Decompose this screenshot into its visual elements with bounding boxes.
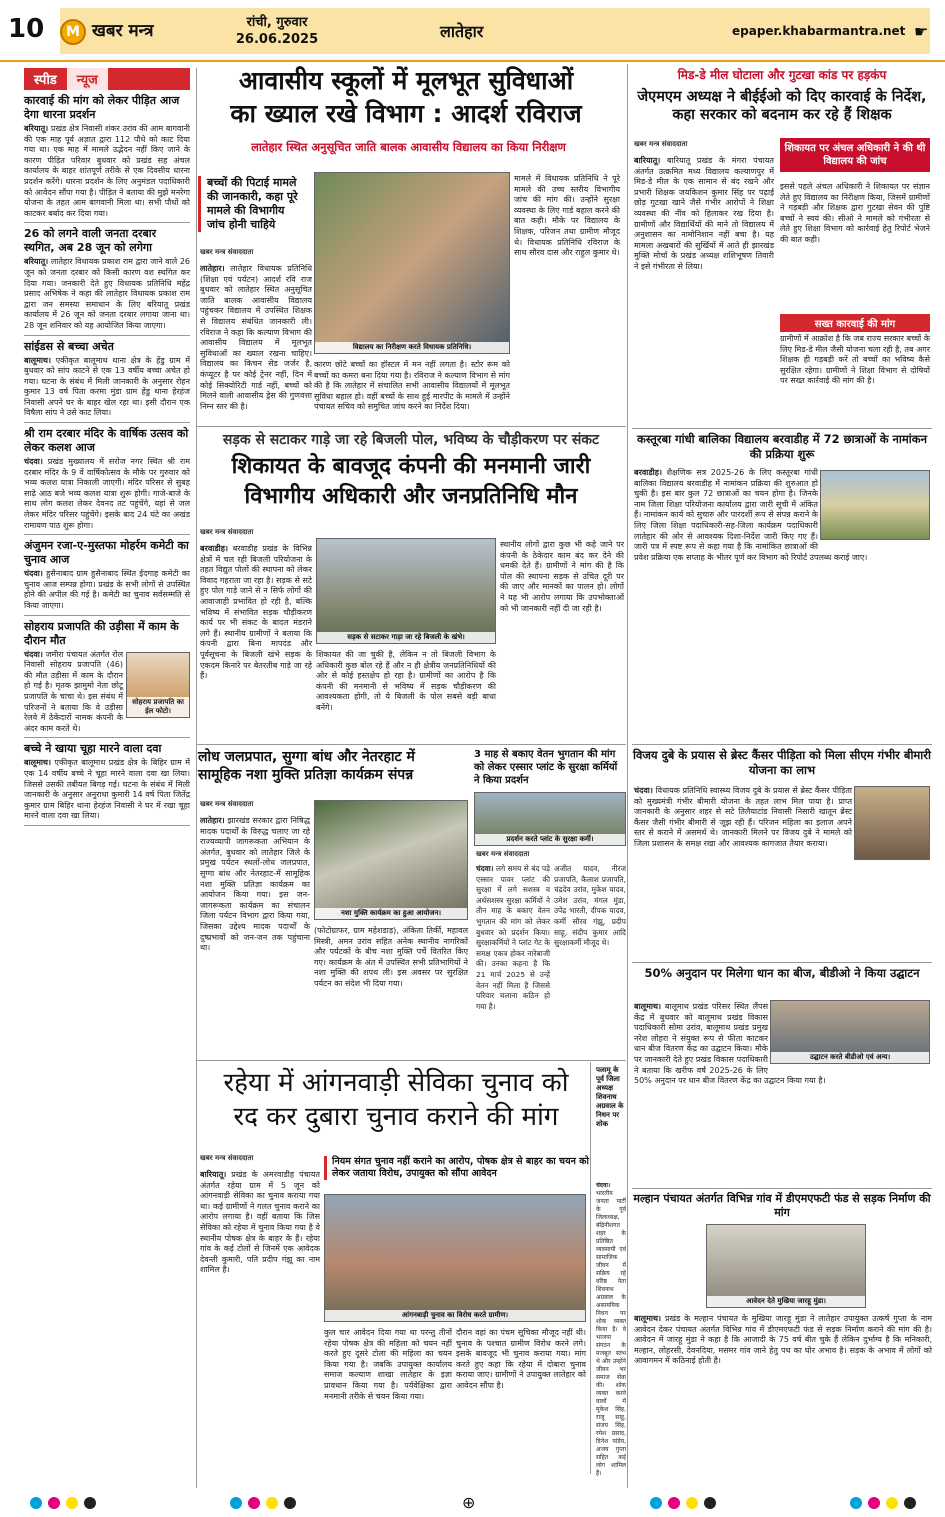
speed-news-text: प्रखंड क्षेत्र निवासी शंकर उरांव की आम बागवानी की एक माह पूर्व अज्ञात द्वारा 112 पौधे को काट दिया गया था। एक माह में मामले उद्भेदन नहीं किए जाने के कारण पीड़ित परिवार बुधवार को प्रखंड सह अंचल कार्यालय के बाहर शांतपूर्ण तरीके से एक दिवसीय धारना प्रदर्शन करेंगे। धारना प्रदर्शन के लिए अनुमंडल पदाधिकारी को आवेदन सौंपा गया है। पीड़ित ने बताया की मुझे मनरेगा योजना के तहत आम बागवानी मिला था। सभी पौधों को काटकर बर्बाद कर दिया गया।: [24, 124, 190, 218]
salary-body-col1: [476, 864, 550, 1058]
spacer: [594, 1064, 626, 1065]
main-headline-line1: आवासीय स्कूलों में मूलभूत सुविधाओं: [238, 66, 574, 95]
main-headline-line2: का ख्याल रखे विभाग : आदर्श रविराज: [230, 99, 582, 128]
paddy-p1: बालूमाथ प्रखंड परिसर स्थित लैंपस केंद्र में बुधवार को बालूमाथ प्रखंड विकास पदाधिकारी सोमा उरांव, बालूमाथ प्रखंड प्रमुख नरेश लोहरा ने संयुक्त रूप से फीता काटकर धान बीज वितरण केंद्र का उद्घाटन किया। मौके पर जानकारी देते हुए प्रखंड विकास पदाधिकारी ने बताया कि खरीफ वर्ष 2025-26 के लिए 50% अनुदान पर धान बीज वितरण केंद्र का उद्घाटन किया गया है।: [634, 1002, 826, 1086]
vijay-lead: चंदवा।: [634, 786, 653, 795]
paddy-body: [634, 1002, 932, 1186]
float-spacer: [768, 1002, 932, 1068]
right-lead: बारियातू।: [634, 156, 661, 165]
right-body-col1: [634, 156, 774, 426]
speed-news-headline: कारवाई की मांग को लेकर पीड़ित आज देगा धारना प्रदर्शन: [24, 94, 180, 121]
road-body: [634, 1314, 932, 1480]
salary-headline: 3 माह से बकाए वेतन भुगतान की मांग को लेकर एस्सार प्लांट के सुरक्षा कर्मियों ने किया प्रदर्शन: [474, 749, 618, 786]
speed-news-lead: चंदवा।: [24, 649, 43, 659]
tag-news: न्यूज: [67, 68, 108, 90]
anganwadi-photo-caption: आंगनबाड़ी चुनाव का विरोध करते ग्रामीण।: [325, 1310, 585, 1321]
pole-byline: खबर मन्त्र संवाददाता: [200, 528, 254, 536]
shok-headline: पलामू के पूर्व जिला अध्यक्ष शिवनाथ अग्रवाल के निधन पर शोक: [596, 1066, 624, 1128]
right-p1: बारियातू प्रखंड के मंगरा पंचायत अंतर्गत उत्क्रमित मध्य विद्यालय कल्याणपुर में मिड-डे मील के एक सामान से बंद रखने और प्रभारी शिक्षक जयकिशन कुमार सिंह पर पढ़ाई छोड़ गुटखा खाने जैसे गंभीर आरोपों ने शिक्षा व्यवस्था की नींव को हिलाकर रख दिया है। ग्रामीणों और विद्यार्थियों की माने तो विद्यालय में अनुशासन का नामोनिशान नहीं बचा है। यह मामला अखबारों की सुर्खियों में आते ही झारखंड मुक्ति मोर्चा के प्रखंड अध्यक्ष शशिभूषण तिवारी ने इसे गंभीरता से लिया।: [634, 156, 774, 271]
speed-news-item: [24, 620, 190, 739]
speed-news-banner: [24, 68, 190, 90]
float-spacer: [818, 468, 932, 544]
column-divider-right: [627, 64, 628, 1488]
main-body-col1: [200, 264, 312, 422]
speed-news-body: [24, 758, 190, 822]
pole-p1: बरवाडीह प्रखंड के विभिन्न क्षेत्रों में चल रही बिजली परियोजना के तहत विद्युत पोलों की स्थापना को लेकर विवाद गहराता जा रहा है। सड़क से सटे हुए पोल गाड़े जाने से न सिर्फ लोगों की आवाजाही प्रभावित हो रही है, बल्कि भविष्य में संभावित सड़क चौड़ीकरण कार्य पर भी संकट के बादल मंडराने लगे हैं। स्थानीय ग्रामीणों ने बताया कि कंपनी द्वारा बिना मापदंड और पूर्वसूचना के बिजली खंभे सड़क के एकदम किनारे पर बेतरतीब गाड़े जा रहे हैं।: [200, 544, 312, 681]
vijay-p1: विधायक प्रतिनिधि स्वास्थ्य विजय दुबे के प्रयास से ब्रेस्ट कैंसर पीड़िता को मुख्यमंत्री गंभीर बीमारी योजना के तहत लाभ मिल पाया है। प्राप्त जानकारी के अनुसार शहर से सटे तिलैयाटांड निवासी निसारी खातून ब्रेस्ट कैंसर जैसी गंभीर बीमारी से जूझ रही हैं। परिजन महिला का इलाज अपने स्तर से कराने में असमर्थ थे। जानकारी मिलने पर विजय दुबे ने मामले को जिला प्रशासन के समक्ष रखा और आवश्यक कागजात तैयार कराया।: [634, 786, 852, 848]
road-photo-caption: आवेदन देते मुखिया जारहू मुंडा।: [707, 1296, 865, 1307]
anganwadi-body-col3: दौरान वहां का पंचम सूचिका मौजूद नहीं थी। चुनाव के पश्चात ग्रामीण विरोध करने लगे। इसके बावजूद भी चुनाव कराया गया। मांग करते हुए कहा कि रहेया में दोबारा चुनाव कराया जाए। ग्रामीणों ने उपायुक्त लातेहार को आवेदन सौंपा है।: [456, 1328, 586, 1390]
divider: [196, 744, 626, 745]
right-red-box: शिकायत पर अंचल अधिकारी ने की थी विद्यालय की जांच: [780, 138, 930, 172]
nasha-body-col1: [200, 816, 310, 1058]
speed-news-lead: बरियातू।: [24, 257, 49, 267]
date-day: रांची, गुरुवार: [246, 15, 308, 30]
print-registration-footer: [0, 1490, 945, 1517]
speed-news-body: [24, 650, 190, 735]
speed-news-headline: श्री राम दरबार मंदिर के वार्षिक उत्सव को लेकर कलश आज: [24, 427, 189, 455]
nasha-headline-line1: लोध जलप्रपात, सुग्गा बांध और नेतरहाट में: [198, 749, 415, 765]
speed-news-item: [24, 340, 190, 424]
main-p1: लातेहार विधायक प्रतिनिधि (शिक्षा एवं पर्यटन) आदर्श रवि राज बुधवार को लातेहार स्थित अनुसूचित जाति बालक आवासीय विद्यालय पहुंचकर विद्यालय में उपस्थित शिक्षक से विद्यालय संबंधित जानकारी ली। रविराज ने कहा कि कल्याण विभाग की आवासीय विद्यालय में मूलभूत सुविधाओं का ख्याल रखना चाहिए। विद्यालय का किचन सेड जर्जर है, कंप्यूटर है पर कोई ट्रेनर नहीं, दिन में कोई सिक्योरिटी गार्ड नहीं, बच्चों को मिलने वाली आवासीय ड्रेस की गुणवत्ता निम्न स्तर की है।: [200, 264, 312, 411]
main-byline: खबर मन्त्र संवाददाता: [200, 248, 254, 256]
anganwadi-headline: [196, 1066, 596, 1134]
speed-news-text: एकीकृत बालूमाथ थाना क्षेत्र के हेंडु ग्राम में बुधवार को सांप काटने से एक 13 वर्षीय बच्चा अचेत हो गया। घटना के संबंध में मिली जानकारी के अनुसार रोहन कुमार 13 वर्ष पिता करमा मुंडा ग्राम हेंडु थाना हेरहंज निवासी अपने घर के बाहर खेल रहा था। इसी दौरान एक विषैला सांप ने उसे काट लिया।: [24, 355, 190, 418]
divider: [196, 426, 626, 427]
speed-news-body: [24, 356, 190, 420]
date-date: 26.06.2025: [235, 32, 319, 47]
float-spacer: [852, 786, 932, 864]
pole-body-col1: [200, 544, 312, 742]
nasha-byline: खबर मन्त्र संवाददाता: [200, 800, 254, 808]
pole-body-col2: शिकायत की जा चुकी है, लेकिन न तो बिजली विभाग के अधिकारी कुछ बोल रहे हैं और न ही क्षेत्रीय जनप्रतिनिधियों की ओर से कोई हस्तक्षेप हो रहा है। ग्रामीणों का आरोप है कि कंपनी की मनमानी से भविष्य में सड़क चौड़ीकरण की आवश्यकता होगी, तो ये बिजली के पोल सबसे बड़ी बाधा बनेंगे।: [316, 650, 496, 712]
speed-news-body: [24, 124, 190, 219]
vijay-headline: विजय दुबे के प्रयास से ब्रेस्ट कैंसर पीड़िता को मिला सीएम गंभीर बीमारी योजना का लाभ: [633, 748, 931, 777]
main-lead: लातेहार।: [200, 264, 225, 273]
paddy-photo-caption: उद्घाटन करते बीडीओ एवं अन्य।: [771, 1052, 929, 1063]
anganwadi-pull-quote: नियम संगत चुनाव नहीं कराने का आरोप, पोषक क्षेत्र से बाहर का चयन को लेकर जताया विरोध, उपायुक्त को सौंपा आवेदन: [324, 1156, 594, 1180]
pole-body-col3: स्थानीय लोगों द्वारा कुछ भी कहे जाने पर कंपनी के ठेकेदार काम बंद कर देने की धमकी देते हैं। ग्रामीणों ने मांग की है कि पोल की स्थापना सड़क से उचित दूरी पर की जाए और मानकों का पालन हो। लोगों ने यह भी आरोप लगाया कि उपभोक्ताओं को भी जानकारी नहीं दी जा रही है।: [500, 540, 624, 613]
page-number: 10: [8, 14, 45, 44]
school-p1: शैक्षणिक सत्र 2025-26 के लिए कस्तूरबा गांधी बालिका विद्यालय बरवाडीह में नामांकन प्रक्रिया की शुरुआत हो चुकी है। इस बार कुल 72 छात्राओं का चयन होगा है। जिनके नाम जिला शिक्षा परियोजना कार्यालय द्वारा जारी सूची में अंकित हैं। नामांकन कार्य को सुचारु और पारदर्शी रूप से संपन्न कराने के लिए जिला शिक्षा पदाधिकारी-सह-जिला कार्यक्रम पदाधिकारी लातेहार की ओर से आवश्यक दिशा-निर्देश जारी किए गए हैं। जारी पत्र में स्पष्ट रूप से कहा गया है कि नामांकित छात्राओं की प्रवेश प्रक्रिया एक सप्ताह के भीतर पूर्ण कर विभाग को रिपोर्ट उपलब्ध कराई जाए।: [634, 468, 868, 562]
speed-news-headline: अंजुमन रजा-ए-मुस्तफा मोहर्रम कमेटी का चुनाव आज: [24, 539, 189, 567]
speed-news-lead: बालूमाथ।: [24, 758, 52, 768]
nasha-photo: [314, 800, 468, 920]
divider: [24, 335, 190, 336]
speed-news-item: [24, 94, 190, 223]
pointing-hand-icon: ☛: [914, 22, 929, 41]
divider: [24, 825, 190, 826]
right-body-col3: ग्रामीणों में आक्रोश है कि जब राज्य सरकार बच्चों के लिए मिड-डे मील जैसी योजना चला रही है, तब अगर शिक्षक ही गड़बड़ी करें तो बच्चों का भविष्य कैसे सुरक्षित रहेगा। ग्रामीणों ने शिक्षा विभाग से दोषियों पर सख्त कार्रवाई की मांग की है।: [780, 334, 930, 386]
nasha-lead: लातेहार।: [200, 816, 225, 825]
dateline: [232, 14, 322, 48]
paddy-headline: 50% अनुदान पर मिलेगा धान का बीज, बीडीओ ने किया उद्घाटन: [644, 966, 920, 980]
speed-news-item: [24, 742, 190, 826]
speed-news-item: [24, 227, 190, 335]
speed-news-headline: सांईडस से बच्चा अचेत: [24, 339, 114, 353]
right-subhead: सख्त कारवाई की मांग: [780, 314, 930, 332]
anganwadi-body-col2: कुल चार आवेदन दिया गया था परन्तु तीनों रहेया पोषक क्षेत्र की महिला को चयन नहीं करते हुए दूसरे टोला की महिला का चयन किया गया है। जबकि उपायुक्त कार्यालय समाज कल्याण शाखा लातेहार के इज्ञा प्रावधान किया गया है। पर्यवेक्षिका द्वारा मनमानी तरीके से चयन किया गया।: [324, 1328, 452, 1401]
speed-news-headline: सोहराय प्रजापति की उड़ीसा में काम के दौरान मौत: [24, 619, 179, 647]
epaper-link[interactable]: epaper.khabarmantra.net: [732, 24, 906, 38]
pole-headline-line1: शिकायत के बावजूद कंपनी की मनमानी जारी: [231, 454, 591, 479]
speed-news-photo: [126, 652, 190, 718]
speed-news-lead: चंदवा।: [24, 569, 43, 579]
vijay-body: [634, 786, 932, 960]
anganwadi-photo: [324, 1194, 586, 1322]
road-headline: मल्हान पंचायत अंतर्गत विभिन्न गांव में डीएमएफटी फंड से सड़क निर्माण की मांग: [633, 1192, 931, 1219]
main-subheadline: लातेहार स्थित अनुसूचित जाति बालक आवासीय विद्यालय का किया निरीक्षण: [251, 140, 566, 154]
pole-lead: बरवाडीह।: [200, 544, 228, 553]
speed-news-lead: बरियातू।: [24, 124, 49, 133]
speed-news-item: [24, 427, 190, 535]
divider: [632, 962, 932, 963]
shok-lead: चंदवा।: [596, 1182, 611, 1189]
divider: [24, 737, 190, 738]
main-body-col3: मामले में विधायक प्रतिनिधि ने पूरे मामले की उच्च स्तरीय विभागीय जांच की मांग की। उन्होंने सुरक्षा व्यवस्था के लिए गार्ड बहाल करने की बात कही। मौके पर विद्यालय के शिक्षक, परिजन तथा ग्रामीण मौजूद थे। विधायक प्रतिनिधि रविराज के साथ सौरव दास और राहुल कुमार थे।: [514, 174, 620, 258]
right-body-col2: इससे पहले अंचल अधिकारी ने शिकायत पर संज्ञान लेते हुए विद्यालय का निरीक्षण किया, जिसमें ग्रामीणों ने गड़बड़ी और शिक्षक द्वारा गुटखा सेवन की पुष्टि बच्चों ने स्वयं की। सीओ ने मामले को गंभीरता से लेते हुए शिक्षा विभाग को कार्रवाई हेतु रिपोर्ट भेजने की बात कही।: [780, 182, 930, 244]
school-lead: बरवाडीह।: [634, 468, 662, 477]
section-title: लातेहार: [440, 22, 484, 41]
speed-news-text: एकीकृत बालूमाथ प्रखंड क्षेत्र के बिहिर ग्राम में एक 14 वर्षीय बच्चे ने चूहा मारने वाला दवा खा लिया। जिससे उसकी तबीयत बिगड़ गई। घटना के संबंध में मिली जानकारी के अनुसार अनुराधा कुमारी 14 वर्ष पिता जितेंद्र कुमार ग्राम बिहिर थाना हेरहंज निवासी ने घर में रखा चूहा मारने वाला दवा खा लिया।: [24, 758, 190, 821]
salary-p1: लगे समय से बंद पड़े एस्सार पावर प्लांट की सुरक्षा में लगे सशस्त्र व अर्धसशस्त्र सुरक्षा कर्मियों ने तीन माह के बकाए वेतन भुगतान की मांग को लेकर बुधवार को प्रदर्शन किया। सुरक्षाकर्मियों ने प्लांट गेट के समक्ष एकत्र होकर नारेबाजी की। उनका कहना है कि 21 मार्च 2025 से उन्हें वेतन नहीं मिला है जिससे परिवार चलाना कठिन हो गया है।: [476, 864, 550, 1011]
speed-news-headline: 26 को लगने वाली जनता दरबार स्थगित, अब 28 जून को लगेगा: [24, 227, 157, 255]
right-headline: जेएमएम अध्यक्ष ने बीईईओ को दिए कारवाई के निर्देश, कहा सरकार को बदनाम कर रहे हैं शिक्षक: [637, 89, 927, 123]
column-divider: [196, 68, 197, 1488]
speed-news-item: [24, 539, 190, 615]
brand-logo-icon: M: [60, 19, 86, 45]
shok-p1: भारतीय जनता पार्टी के पूर्व जिलाध्यक्ष, बंद्रिनीशगत शहर के प्रतिष्ठित व्यवसायी एवं सामाजिक जीवन में सक्रिय रहे वरिष्ठ नेता शिवनाथ अग्रवाल के असामयिक निधन पर शोक व्यक्त किया है। वे भाजपा संगठन के मजबूत स्तंभ थे और उन्होंने जीवन भर समाज सेवा की। शोक व्यक्त करने वालों में मुकेश सिंह, राजू साहू, संजय सिंह, रमेश प्रसाद, दिनेश पांडेय, अजय गुप्ता सहित कई लोग शामिल हैं।: [596, 1190, 626, 1477]
anganwadi-byline: खबर मन्त्र संवाददाता: [200, 1154, 254, 1162]
pole-headline: [196, 452, 626, 512]
road-photo: [706, 1224, 866, 1308]
right-kicker: मिड-डे मील घोटाला और गुटखा कांड पर हड़कंप: [677, 68, 887, 82]
speed-news-text: जमीरा पंचायत अंतर्गत रोल निवासी सोहराय प्रजापति (46) की मौत उड़ीसा में काम के दौरान हो गई है। मृतक झामुमो नेता छोटू प्रजापति के चाचा थे। इस संबंध में परिजनों ने बताया कि वे उड़ीसा रेलवे में ठेकेदारों नामक कंपनी के अंदर काम करते थे।: [24, 649, 123, 733]
anganwadi-body-col1: [200, 1170, 320, 1474]
speed-news-lead: चंदवा।: [24, 457, 43, 467]
main-headline: [196, 64, 616, 130]
nasha-headline-line2: सामूहिक नशा मुक्ति प्रतिज्ञा कार्यक्रम संपन्न: [198, 767, 414, 783]
shok-body: [596, 1182, 626, 1477]
pole-headline-line2: विभागीय अधिकारी और जनप्रतिनिधि मौन: [244, 484, 578, 509]
nasha-photo-caption: नशा मुक्ति कार्यक्रम का हुआ आयोजन।: [315, 908, 467, 919]
divider: [24, 534, 190, 535]
nasha-p1: झारखंड सरकार द्वारा निषिद्ध मादक पदार्थों के विरुद्ध चलाए जा रहे राज्यव्यापी जागरूकता अभियान के अंतर्गत, बुधवार को लातेहार जिले के प्रमुख पर्यटन स्थलों-लोध जलप्रपात, सुग्गा बांध और नेतरहाट-में सामूहिक नशा मुक्ति प्रतिज्ञा कार्यक्रम का आयोजन किया गया। इस जन-जागरूकता कार्यक्रम का संचालन जिला पर्यटन विभाग द्वारा किया गया, जिसका उद्देश्य मादक पदार्थों के दुष्प्रभावों को जन-जन तक पहुंचाना था।: [200, 816, 310, 953]
speed-news-text: प्रखंड मुख्यालय में सरोज नगर स्थित श्री राम दरबार मंदिर के 9 वें वार्षिकोत्सव के मौके पर गुरुवार को भव्य कलश यात्रा निकाली जाएगी। मंदिर परिसर से सुबह साढ़े आठ बजे भव्य कलश यात्रा शुरू होगी। गाजे-बाजे के साथ लोग कलश लेकर देवनद तट पहुंचेंगे, यहां से जल लेकर मंदिर परिसर पहुंचेंगे। इसके बाद 24 घंटे का अखंड रामायण पाठ शुरू होगा।: [24, 457, 190, 530]
tag-speed: स्पीड: [34, 73, 57, 88]
anganwadi-headline-line1: रहेया में आंगनवाड़ी सेविका चुनाव को: [223, 1068, 569, 1098]
salary-photo: [474, 792, 626, 846]
speed-news-lead: बालूमाथ।: [24, 355, 52, 365]
divider: [632, 744, 932, 745]
speed-news-body: [24, 569, 190, 611]
right-byline: खबर मन्त्र संवाददाता: [634, 140, 688, 148]
pole-kicker: सड़क से सटाकर गाड़े जा रहे बिजली पोल, भविष्य के चौड़ीकरण पर संकट: [222, 432, 600, 448]
school-headline: कस्तूरबा गांधी बालिका विद्यालय बरवाडीह में 72 छात्राओं के नामांकन की प्रक्रिया शुरू: [637, 432, 927, 461]
brand-name: खबर मन्त्र: [92, 21, 154, 41]
anganwadi-p1: प्रखंड के अमरवाडीह पंचायत अंतर्गत रहेया ग्राम में 5 जून को आंगनवाड़ी सेविका का चुनाव कराया गया था। कई ग्रामीणों ने गलत चुनाव कराने का आरोप लगाया है। वहीं बताया कि जिस सेविका को रहेया में चुनाव किया गया है वे स्थानीय पोषक क्षेत्र के बाहर के हैं। रहेया गांव के कई टोलों से जिनमें एक आवेदक देवन्ती कुमारी, पति प्रदीप गंझू का नाम शामिल है।: [200, 1170, 320, 1275]
divider: [24, 222, 190, 223]
nasha-headline: [198, 748, 468, 784]
divider: [632, 428, 932, 429]
road-lead: बालूमाथ।: [634, 1314, 662, 1323]
speed-news-headline: बच्चे ने खाया चूहा मारने वाला दवा: [24, 742, 162, 756]
speed-news-photo-caption: सोहराय प्रजापति का ईल फोटो।: [127, 697, 189, 717]
divider: [632, 1188, 932, 1189]
registration-mark-icon: ⊕: [462, 1493, 476, 1512]
speed-news-text: लातेहार विधायक प्रकाश राम द्वारा जाने वाले 26 जून को जनता दरबार को किसी कारण वश स्थगित कर दिया गया। जनकारी देते हुए विधायक प्रतिनिधि महेंद्र प्रसाद अभिषेक ने कहा की लातेहार विधायक प्रकाश राम द्वारा जन समस्या समाधान के लिए बरियातू प्रखंड कार्यालय में 26 जून को जनता दरबार लगाया जाना था। 28 जून शनिवार को यह आयोजित किया जाएगा।: [24, 257, 191, 330]
main-photo-caption: विद्यालय का निरीक्षण करते विधायक प्रतिनिधि।: [315, 342, 509, 353]
salary-body-col2: अजीत यादव, नीरज प्रजापति, कैलाश प्रजापति, चंद्रदेव उरांव, मुकेश यादव, उमेश उरांव, मंगल मुंडा, उपेंद्र भारती, दीपक यादव, कर्मी सौरव गंझू, प्रदीप साहू, संदीप कुमार आदि सुरक्षाकर्मी मौजूद थे।: [554, 864, 626, 948]
salary-lead: चंदवा।: [476, 864, 494, 873]
spacer: [470, 1470, 471, 1471]
speed-news-list: [24, 94, 190, 826]
school-body: [634, 468, 932, 744]
nasha-body-col2: (फोटोग्राफर, ग्राम महेशडाड़), अंकिता तिर्की, महावल मिस्त्री, अमन उरांव सहित अनेक स्थानीय नागरिकों और पर्यटकों के बीच नशा मुक्ति पर्चे वितरित किए गए। कार्यक्रम के अंत में उपस्थित सभी प्रतिभागियों ने नशा मुक्ति की शपथ ली। इस अवसर पर सुरक्षित पर्यटन का संदेश भी दिया गया।: [314, 926, 468, 988]
speed-news-column: [24, 68, 190, 1478]
anganwadi-headline-line2: रद कर दुबारा चुनाव कराने की मांग: [233, 1102, 559, 1132]
salary-photo-caption: प्रदर्शन करते प्लांट के सुरक्षा कर्मी।: [475, 834, 625, 845]
pole-photo: [316, 538, 496, 644]
speed-news-text: हुसैनाबाद ग्राम हुसैनाबाद स्थित ईदगाह कमेटी का चुनाव आज सम्पन्न होगा। प्रखंड के सभी लोगों से उपस्थित होने की अपील की गई है। कमेटी का चुनाव सर्वसम्मति से किया जाएगा।: [24, 569, 190, 610]
spacer: [596, 1064, 597, 1065]
pole-photo-caption: सड़क से सटाकर गाड़ा जा रहे बिजली के खंभे।: [317, 632, 495, 643]
salary-byline: खबर मन्त्र संवाददाता: [476, 850, 530, 858]
speed-news-body: [24, 457, 190, 531]
main-body-col2: कारण छोटे बच्चों का हॉस्टल में मन नहीं लगता है। स्टोर रूम को बच्चों का कमरा बना दिया गया है। रविराज ने कल्याण विभाग से मांग की है कि लातेहार में संचालित सभी आवासीय विद्यालयों में मूलभूत सुविधा बहाल हो। वहीं बच्चों के साथ हुई मारपीट के मामले में उन्होंने पंचायत सचिव को समुचित जांच करने का निर्देश दिया।: [314, 360, 510, 412]
main-pull-quote: बच्चों की पिटाई मामले की जानकारी, कहा पूरे मामले की विभागीय जांच होनी चाहिये: [198, 176, 306, 232]
speed-news-body: [24, 257, 190, 331]
divider: [24, 422, 190, 423]
paddy-lead: बालूमाथ।: [634, 1002, 662, 1011]
divider: [196, 1060, 626, 1061]
anganwadi-lead: बारियातू।: [200, 1170, 227, 1179]
road-p1: प्रखंड के मल्हान पंचायत के मुखिया जारहू मुंडा ने लातेहार उपायुक्त उत्कर्ष गुप्ता के नाम आवेदन देकर पंचायत अंतर्गत विभिन्न गांव में डीएमएफटी फंड से सड़क निर्माण कराने की मांग की है। आवेदन में जारहू मुंडा ने कहा है कि आजादी के 75 वर्ष बीत चुके हैं लेकिन दुर्भाग्य है कि मनिकारी, मल्हान, लोहरसी, देवनदिया, मसमर गांव जाने हेतु पथ का घोर अभाव है। सड़क के अभाव में लोगों को आवागमन में कठिनाई होती है।: [634, 1314, 933, 1366]
main-photo: [314, 172, 510, 354]
column-divider: [590, 1062, 591, 1474]
divider: [24, 615, 190, 616]
